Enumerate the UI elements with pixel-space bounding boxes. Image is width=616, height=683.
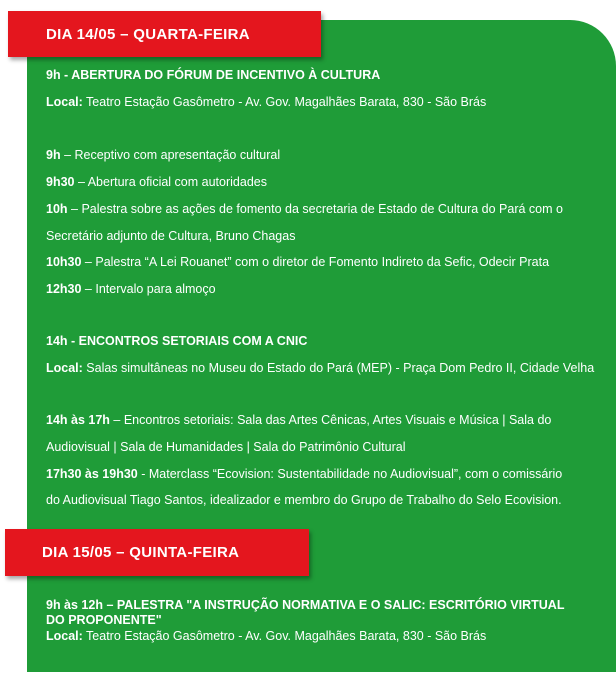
- day-banner-1405: [8, 11, 321, 57]
- schedule-item: 12h30 – Intervalo para almoço: [46, 282, 216, 296]
- day-banner-1505: [5, 529, 309, 576]
- event-location: Local: Teatro Estação Gasômetro - Av. Gov. Magalhães Barata, 830 - São Brás: [46, 95, 487, 109]
- event-location: Local: Teatro Estação Gasômetro - Av. Gov. Magalhães Barata, 830 - São Brás: [46, 629, 487, 643]
- event-title: 9h - ABERTURA DO FÓRUM DE INCENTIVO À CULTURA: [46, 68, 381, 82]
- day-banner-label: DIA 15/05 – QUINTA-FEIRA: [42, 544, 240, 561]
- event-location: Local: Salas simultâneas no Museu do Estado do Pará (MEP) - Praça Dom Pedro II, Cidade Velha: [46, 361, 595, 375]
- schedule-item-continuation: Secretário adjunto de Cultura, Bruno Chagas: [46, 229, 296, 243]
- event-title: 9h às 12h – PALESTRA "A INSTRUÇÃO NORMATIVA E O SALIC: ESCRITÓRIO VIRTUAL: [46, 598, 565, 612]
- schedule-item: 10h – Palestra sobre as ações de fomento da secretaria de Estado de Cultura do Pará com o: [46, 202, 563, 216]
- schedule-item: 9h – Receptivo com apresentação cultural: [46, 148, 281, 162]
- event-title-continuation: DO PROPONENTE": [46, 613, 162, 627]
- schedule-item: 9h30 – Abertura oficial com autoridades: [46, 175, 267, 189]
- schedule-item-continuation: Audiovisual | Sala de Humanidades | Sala do Patrimônio Cultural: [46, 440, 406, 454]
- schedule-item: 10h30 – Palestra “A Lei Rouanet” com o diretor de Fomento Indireto da Sefic, Odecir Prata: [46, 255, 550, 269]
- day-banner-label: DIA 14/05 – QUARTA-FEIRA: [46, 25, 250, 43]
- schedule-item-continuation: do Audiovisual Tiago Santos, idealizador e membro do Grupo de Trabalho do Selo Ecovision.: [46, 493, 562, 507]
- event-title: 14h - ENCONTROS SETORIAIS COM A CNIC: [46, 334, 308, 348]
- schedule-item: 17h30 às 19h30 - Materclass “Ecovision: Sustentabilidade no Audiovisual”, com o comissário: [46, 467, 563, 481]
- schedule-item: 14h às 17h – Encontros setoriais: Sala das Artes Cênicas, Artes Visuais e Música | Sala do: [46, 413, 552, 427]
